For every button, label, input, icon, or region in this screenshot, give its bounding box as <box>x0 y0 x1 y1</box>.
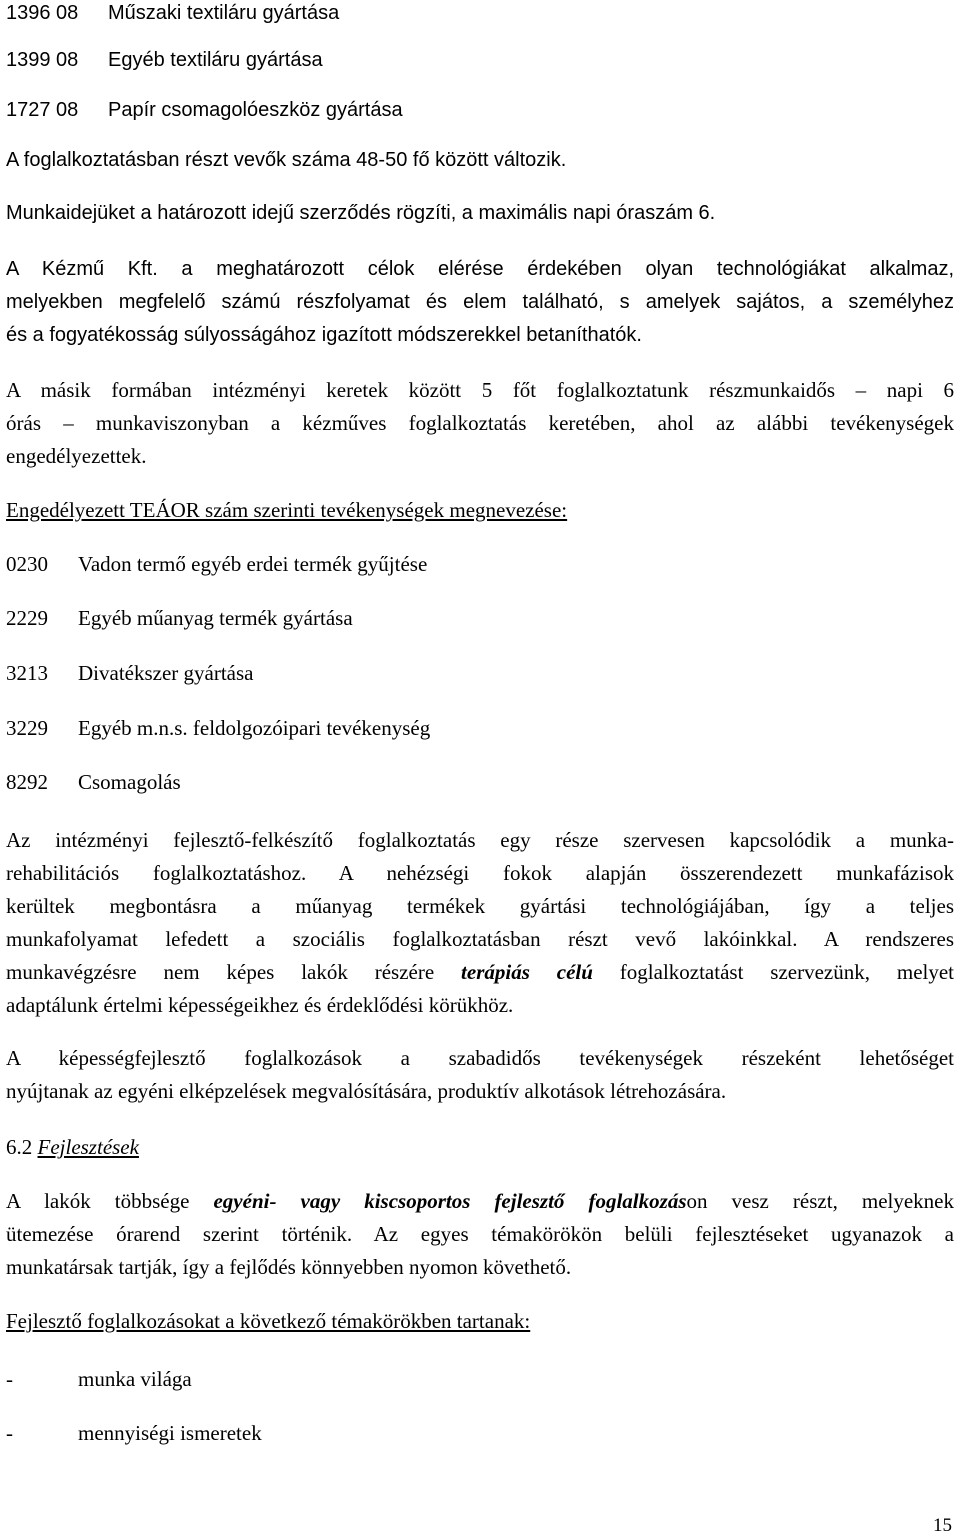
paragraph-line: munkatársak tartják, így a fejlődés könnyebben nyomon követhető. <box>6 1255 572 1279</box>
activity-item <box>6 0 339 26</box>
teaor-label: Divatékszer gyártása <box>78 661 254 685</box>
paragraph-line: és a fogyatékosság súlyosságához igazított módszerekkel betaníthatók. <box>6 324 642 346</box>
kezmu-paragraph <box>6 253 954 352</box>
section-heading <box>6 1134 139 1160</box>
dash-icon: - <box>6 1367 13 1391</box>
paragraph-line: órás – munkaviszonyban a kézműves foglalkoztatás keretében, ahol az alábbi tevékenységek <box>6 411 954 435</box>
teaor-label: Egyéb m.n.s. feldolgozóipari tevékenység <box>78 716 431 740</box>
bullet-label: mennyiségi ismeretek <box>78 1421 262 1445</box>
paragraph-line: melyekben megfelelő számú részfolyamat és elem található, s amelyek sajátos, a személyhez <box>6 291 954 313</box>
teaor-code: 3229 <box>6 716 48 740</box>
text-run: foglalkoztatást szervezünk, melyet <box>592 960 955 984</box>
paragraph-line: adaptálunk értelmi képességeikhez és érdeklődési körükhöz. <box>6 993 514 1017</box>
paragraph-line <box>6 956 954 989</box>
teaor-code: 8292 <box>6 770 48 794</box>
emphasis-terapias-celu: terápiás célú <box>461 960 593 984</box>
teaor-label: Vadon termő egyéb erdei termék gyűjtése <box>78 552 428 576</box>
activity-label: Műszaki textiláru gyártása <box>108 2 340 24</box>
section-number: 6.2 <box>6 1135 38 1159</box>
teaor-label: Egyéb műanyag termék gyártása <box>78 606 353 630</box>
teaor-item <box>6 605 353 631</box>
paragraph-line: A másik formában intézményi keretek között 5 főt foglalkoztatunk részmunkaidős – napi 6 <box>6 378 954 402</box>
text-run: on vesz részt, melyeknek <box>686 1189 955 1213</box>
teaor-item <box>6 660 254 686</box>
activity-code: 1399 08 <box>6 49 79 71</box>
lakok-paragraph <box>6 1185 954 1284</box>
text-run: A lakók többsége <box>6 1189 214 1213</box>
page-number: 15 <box>933 1515 952 1536</box>
paragraph-line <box>6 1185 954 1218</box>
teaor-code: 2229 <box>6 606 48 630</box>
teaor-heading: Engedélyezett TEÁOR szám szerinti tevékenységek megnevezése: <box>6 498 568 522</box>
teaor-item <box>6 551 427 577</box>
bullet-item <box>6 1420 262 1446</box>
paragraph-line: A Kézmű Kft. a meghatározott célok elérése érdekében olyan technológiákat alkalmaz, <box>6 258 954 280</box>
paragraph-line: munkafolyamat lefedett a szociális foglalkoztatásban részt vevő lakóinkkal. A rendszeres <box>6 927 954 951</box>
worktime-line: Munkaidejüket a határozott idejű szerződés rögzíti, a maximális napi óraszám 6. <box>6 202 716 224</box>
activity-item <box>6 97 403 123</box>
teaor-item <box>6 769 181 795</box>
activity-code: 1396 08 <box>6 2 79 24</box>
dash-icon: - <box>6 1421 13 1445</box>
intezmenyi-paragraph <box>6 824 954 1022</box>
paragraph-line: ütemezése órarend szerint történik. Az egyes témakörökön belüli fejlesztéseket ugyanazok a <box>6 1222 954 1246</box>
paragraph-line: kerültek megbontásra a műanyag termékek gyártási technológiájában, így a teljes <box>6 894 954 918</box>
activity-code: 1727 08 <box>6 99 79 121</box>
bullet-item <box>6 1366 192 1392</box>
teaor-code: 0230 <box>6 552 48 576</box>
paragraph-line: nyújtanak az egyéni elképzelések megvalósítására, produktív alkotások létrehozására. <box>6 1079 727 1103</box>
temakorok-heading: Fejlesztő foglalkozásokat a következő témakörökben tartanak: <box>6 1309 531 1333</box>
activity-label: Papír csomagolóeszköz gyártása <box>108 99 403 121</box>
activity-item <box>6 47 323 73</box>
paragraph-line: rehabilitációs foglalkoztatáshoz. A nehézségi fokok alapján összerendezett munkafázisok <box>6 861 954 885</box>
masik-paragraph <box>6 374 954 473</box>
teaor-code: 3213 <box>6 661 48 685</box>
paragraph-line: Az intézményi fejlesztő-felkészítő foglalkoztatás egy része szervesen kapcsolódik a munka- <box>6 828 954 852</box>
paragraph-line: engedélyezettek. <box>6 444 147 468</box>
text-run: munkavégzésre nem képes lakók részére <box>6 960 462 984</box>
employees-line: A foglalkoztatásban részt vevők száma 48-50 fő között változik. <box>6 149 567 171</box>
teaor-label: Csomagolás <box>78 770 181 794</box>
paragraph-line: A képességfejlesztő foglalkozások a szabadidős tevékenységek részeként lehetőséget <box>6 1046 954 1070</box>
activity-label: Egyéb textiláru gyártása <box>108 49 323 71</box>
kepesseg-paragraph <box>6 1042 954 1108</box>
teaor-item <box>6 715 430 741</box>
emphasis-fejleszto-foglalkozas: egyéni- vagy kiscsoportos fejlesztő foglalkozás <box>213 1189 687 1213</box>
bullet-label: munka világa <box>78 1367 192 1391</box>
section-title: Fejlesztések <box>37 1135 139 1159</box>
